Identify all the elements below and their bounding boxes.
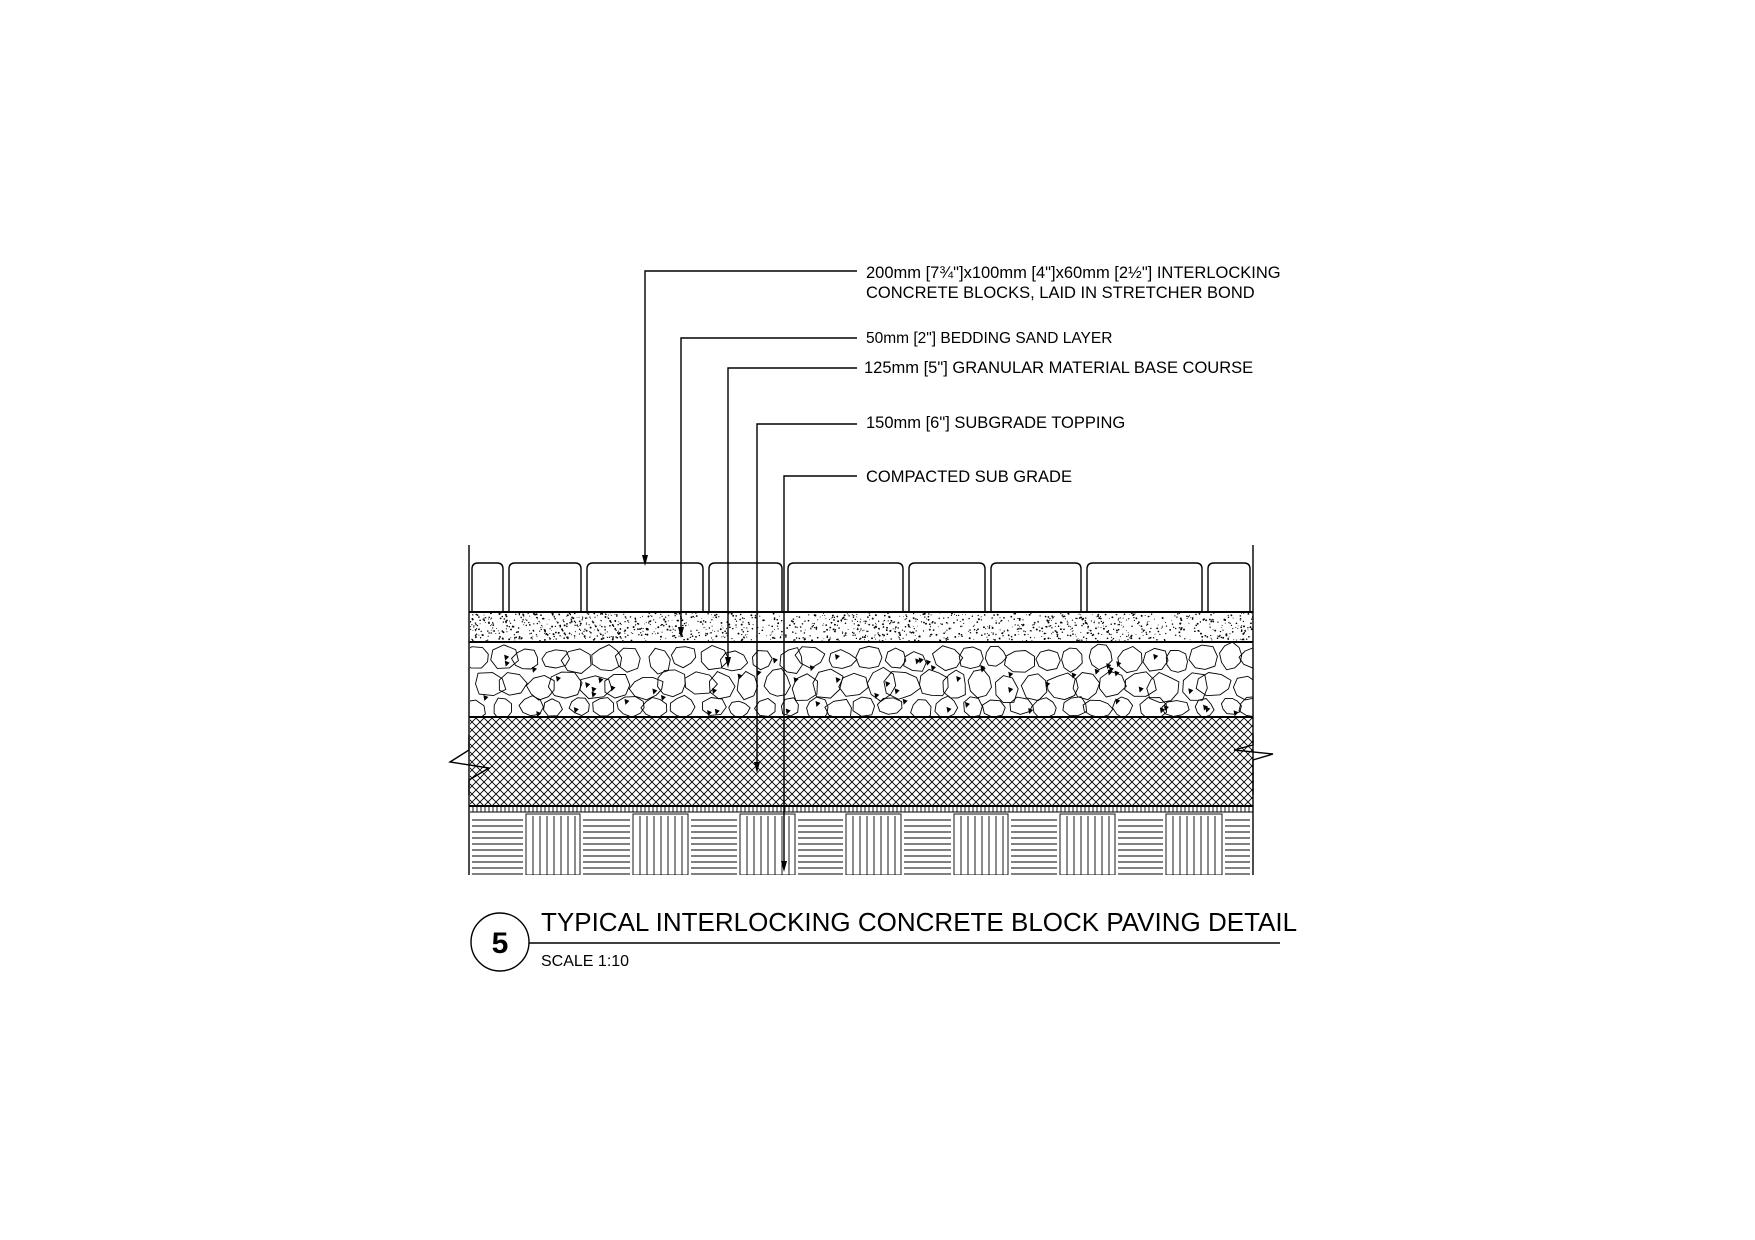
leader-concrete-blocks [642, 271, 857, 566]
concrete-block-unit [788, 563, 903, 612]
concrete-block-unit [1208, 563, 1250, 612]
leader-granular-base [725, 368, 857, 668]
callout-subgrade-topping: 150mm [6"] SUBGRADE TOPPING [866, 414, 1126, 432]
detail-title: TYPICAL INTERLOCKING CONCRETE BLOCK PAVING DETAIL [541, 907, 1298, 937]
callout-bedding-sand: 50mm [2"] BEDDING SAND LAYER [866, 330, 1113, 347]
leader-lines [642, 271, 857, 872]
callout-concrete-blocks-line2: CONCRETE BLOCKS, LAID IN STRETCHER BOND [866, 284, 1255, 302]
callout-compacted-sub-grade: COMPACTED SUB GRADE [866, 468, 1072, 486]
concrete-block-unit [1087, 563, 1202, 612]
callout-labels [864, 264, 1281, 486]
detail-number: 5 [491, 927, 509, 960]
callout-concrete-blocks-line1: 200mm [7¾"]x100mm [4"]x60mm [2½"] INTERLOCKING [866, 264, 1281, 282]
callout-granular-base: 125mm [5"] GRANULAR MATERIAL BASE COURSE [864, 359, 1254, 377]
concrete-block-unit [509, 563, 581, 612]
leader-compacted-sub-grade [781, 476, 857, 872]
bedding-sand-layer [469, 612, 1253, 642]
concrete-block-unit [472, 563, 503, 612]
concrete-block-unit [909, 563, 985, 612]
compacted-sub-grade-layer [469, 807, 1253, 875]
detail-scale: SCALE 1:10 [541, 953, 630, 970]
interlocking-concrete-blocks-layer [472, 563, 1250, 612]
leader-bedding-sand [678, 338, 857, 638]
concrete-block-unit [587, 563, 703, 612]
concrete-block-unit [991, 563, 1081, 612]
subgrade-topping-layer [380, 718, 1436, 806]
title-block [471, 907, 1297, 971]
granular-base-course-layer [458, 642, 1280, 721]
concrete-block-unit [709, 563, 782, 612]
